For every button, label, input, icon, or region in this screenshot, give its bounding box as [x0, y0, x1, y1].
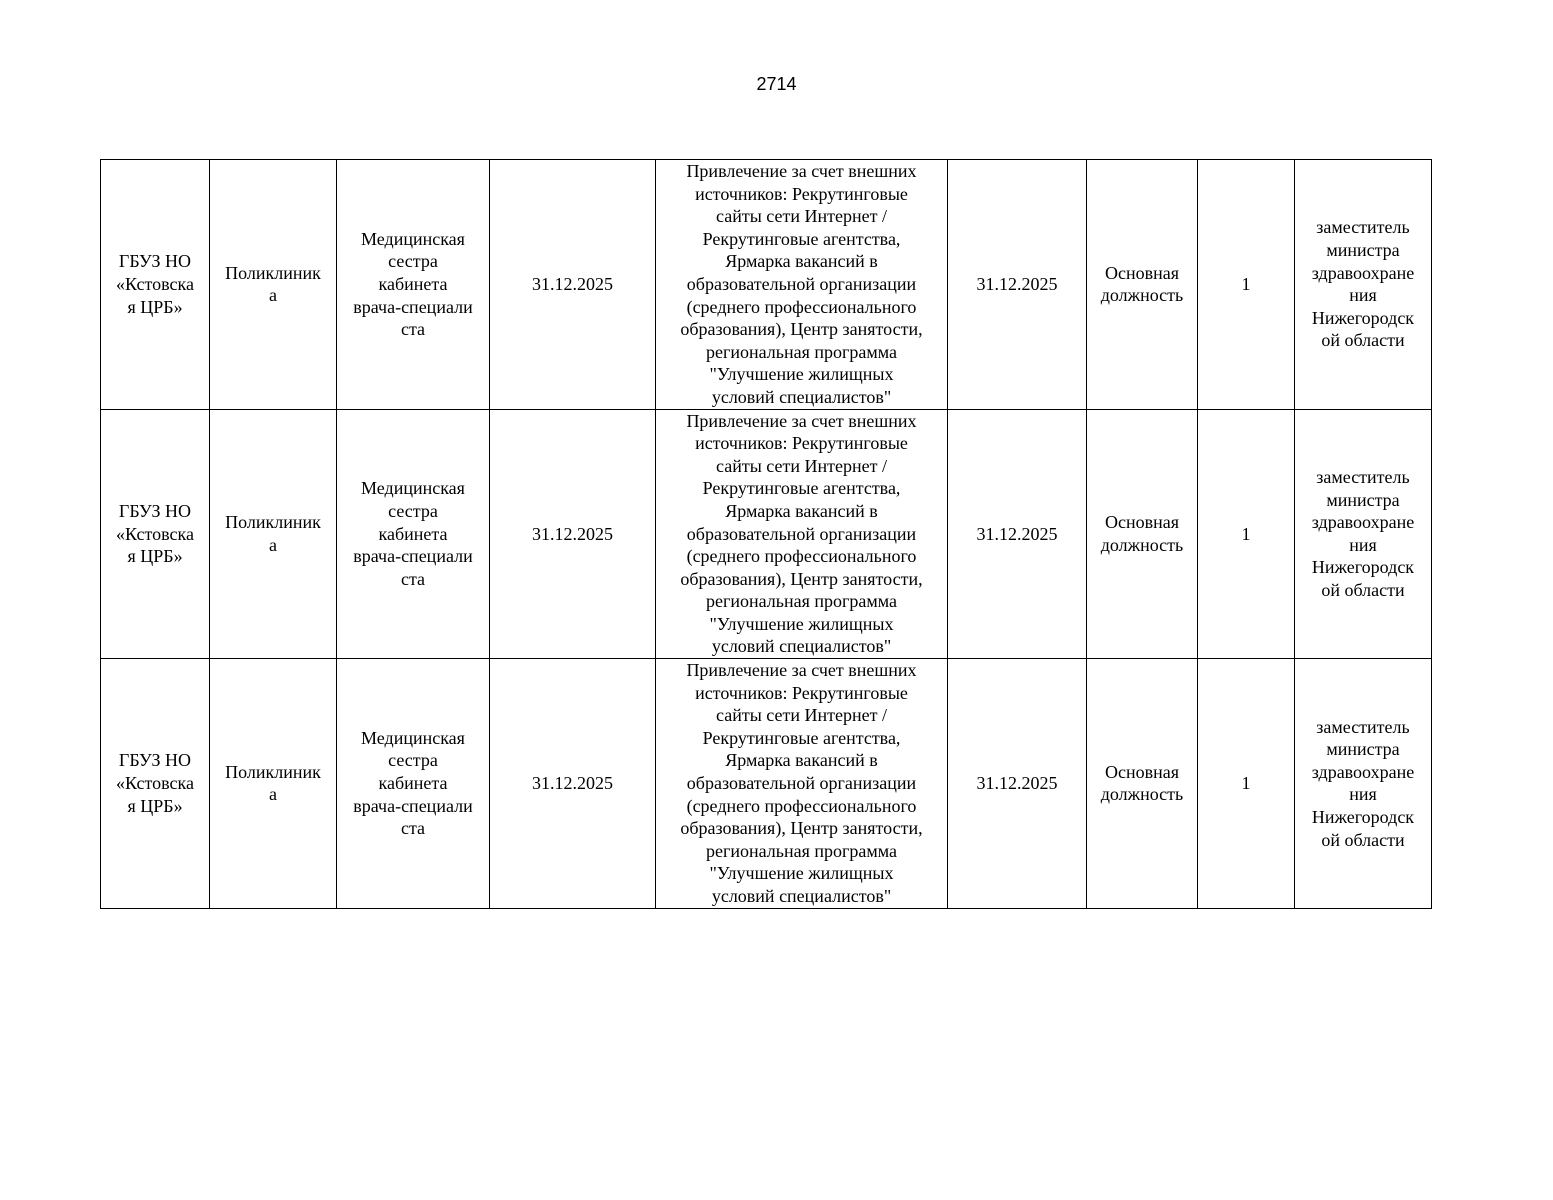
measures-text: Привлечение за счет внешних источников: Рекрутинговые сайты сети Интернет / Рекрутинговые агентства, Ярмарка вакансий в образовательной организации (среднего профессионального образования), Центр занятости, региональная программа "Улучшение жилищных условий специалистов"	[680, 161, 923, 407]
responsible-text: заместитель министра здравоохране ния Нижегородск ой области	[1311, 716, 1415, 850]
count-text: 1	[1241, 773, 1251, 794]
measures-cell	[656, 659, 948, 909]
position-type-text: Основная должность	[1100, 761, 1184, 805]
position-type-text: Основная должность	[1100, 512, 1184, 555]
position-text: Медицинская сестра кабинета врача-специали ста	[353, 228, 473, 340]
page-number: 2714	[756, 74, 797, 94]
measures-text: Привлечение за счет внешних источников: Рекрутинговые сайты сети Интернет / Рекрутинговые агентства, Ярмарка вакансий в образовательной организации (среднего профессионального образования), Центр занятости, региональная программа "Улучшение жилищных условий специалистов"	[680, 660, 923, 906]
responsible-cell	[1295, 160, 1432, 410]
position-text: Медицинская сестра кабинета врача-специали ста	[353, 727, 473, 839]
deadline-text: 31.12.2025	[976, 523, 1058, 544]
department-cell	[210, 659, 337, 909]
table-row	[101, 409, 1432, 659]
department-cell	[210, 160, 337, 410]
deadline-cell	[948, 160, 1087, 410]
deadline-text: 31.12.2025	[976, 273, 1058, 294]
position-cell	[337, 409, 490, 659]
date-cell	[490, 659, 656, 909]
measures-cell	[656, 160, 948, 410]
position-type-cell	[1087, 659, 1198, 909]
table-row	[101, 160, 1432, 410]
position-type-cell	[1087, 409, 1198, 659]
date-text: 31.12.2025	[532, 773, 613, 794]
responsible-text: заместитель министра здравоохране ния Нижегородск ой области	[1311, 467, 1415, 600]
responsible-cell	[1295, 659, 1432, 909]
position-cell	[337, 160, 490, 410]
deadline-text: 31.12.2025	[976, 773, 1058, 794]
date-text: 31.12.2025	[532, 523, 613, 544]
deadline-cell	[948, 659, 1087, 909]
count-cell	[1198, 659, 1295, 909]
organization-text: ГБУЗ НО «Кстовска я ЦРБ»	[115, 500, 195, 567]
organization-text: ГБУЗ НО «Кстовска я ЦРБ»	[115, 251, 195, 317]
position-type-text: Основная должность	[1100, 262, 1184, 306]
position-type-cell	[1087, 160, 1198, 410]
date-text: 31.12.2025	[532, 273, 613, 294]
department-text: Поликлиник а	[225, 512, 321, 555]
position-text: Медицинская сестра кабинета врача-специали ста	[353, 478, 473, 589]
deadline-cell	[948, 409, 1087, 659]
responsible-cell	[1295, 409, 1432, 659]
department-cell	[210, 409, 337, 659]
count-cell	[1198, 409, 1295, 659]
department-text: Поликлиник а	[225, 262, 321, 306]
organization-cell	[101, 160, 210, 410]
staffing-table	[100, 159, 1432, 909]
measures-text: Привлечение за счет внешних источников: Рекрутинговые сайты сети Интернет / Рекрутинговые агентства, Ярмарка вакансий в образовательной организации (среднего профессионального образования), Центр занятости, региональная программа "Улучшение жилищных условий специалистов"	[680, 410, 923, 657]
count-text: 1	[1241, 273, 1251, 294]
measures-cell	[656, 409, 948, 659]
date-cell	[490, 160, 656, 410]
position-cell	[337, 659, 490, 909]
responsible-text: заместитель министра здравоохране ния Нижегородск ой области	[1311, 217, 1415, 351]
table-row	[101, 659, 1432, 909]
date-cell	[490, 409, 656, 659]
count-cell	[1198, 160, 1295, 410]
organization-cell	[101, 409, 210, 659]
organization-text: ГБУЗ НО «Кстовска я ЦРБ»	[115, 750, 195, 816]
organization-cell	[101, 659, 210, 909]
count-text: 1	[1241, 523, 1251, 544]
department-text: Поликлиник а	[225, 761, 321, 805]
